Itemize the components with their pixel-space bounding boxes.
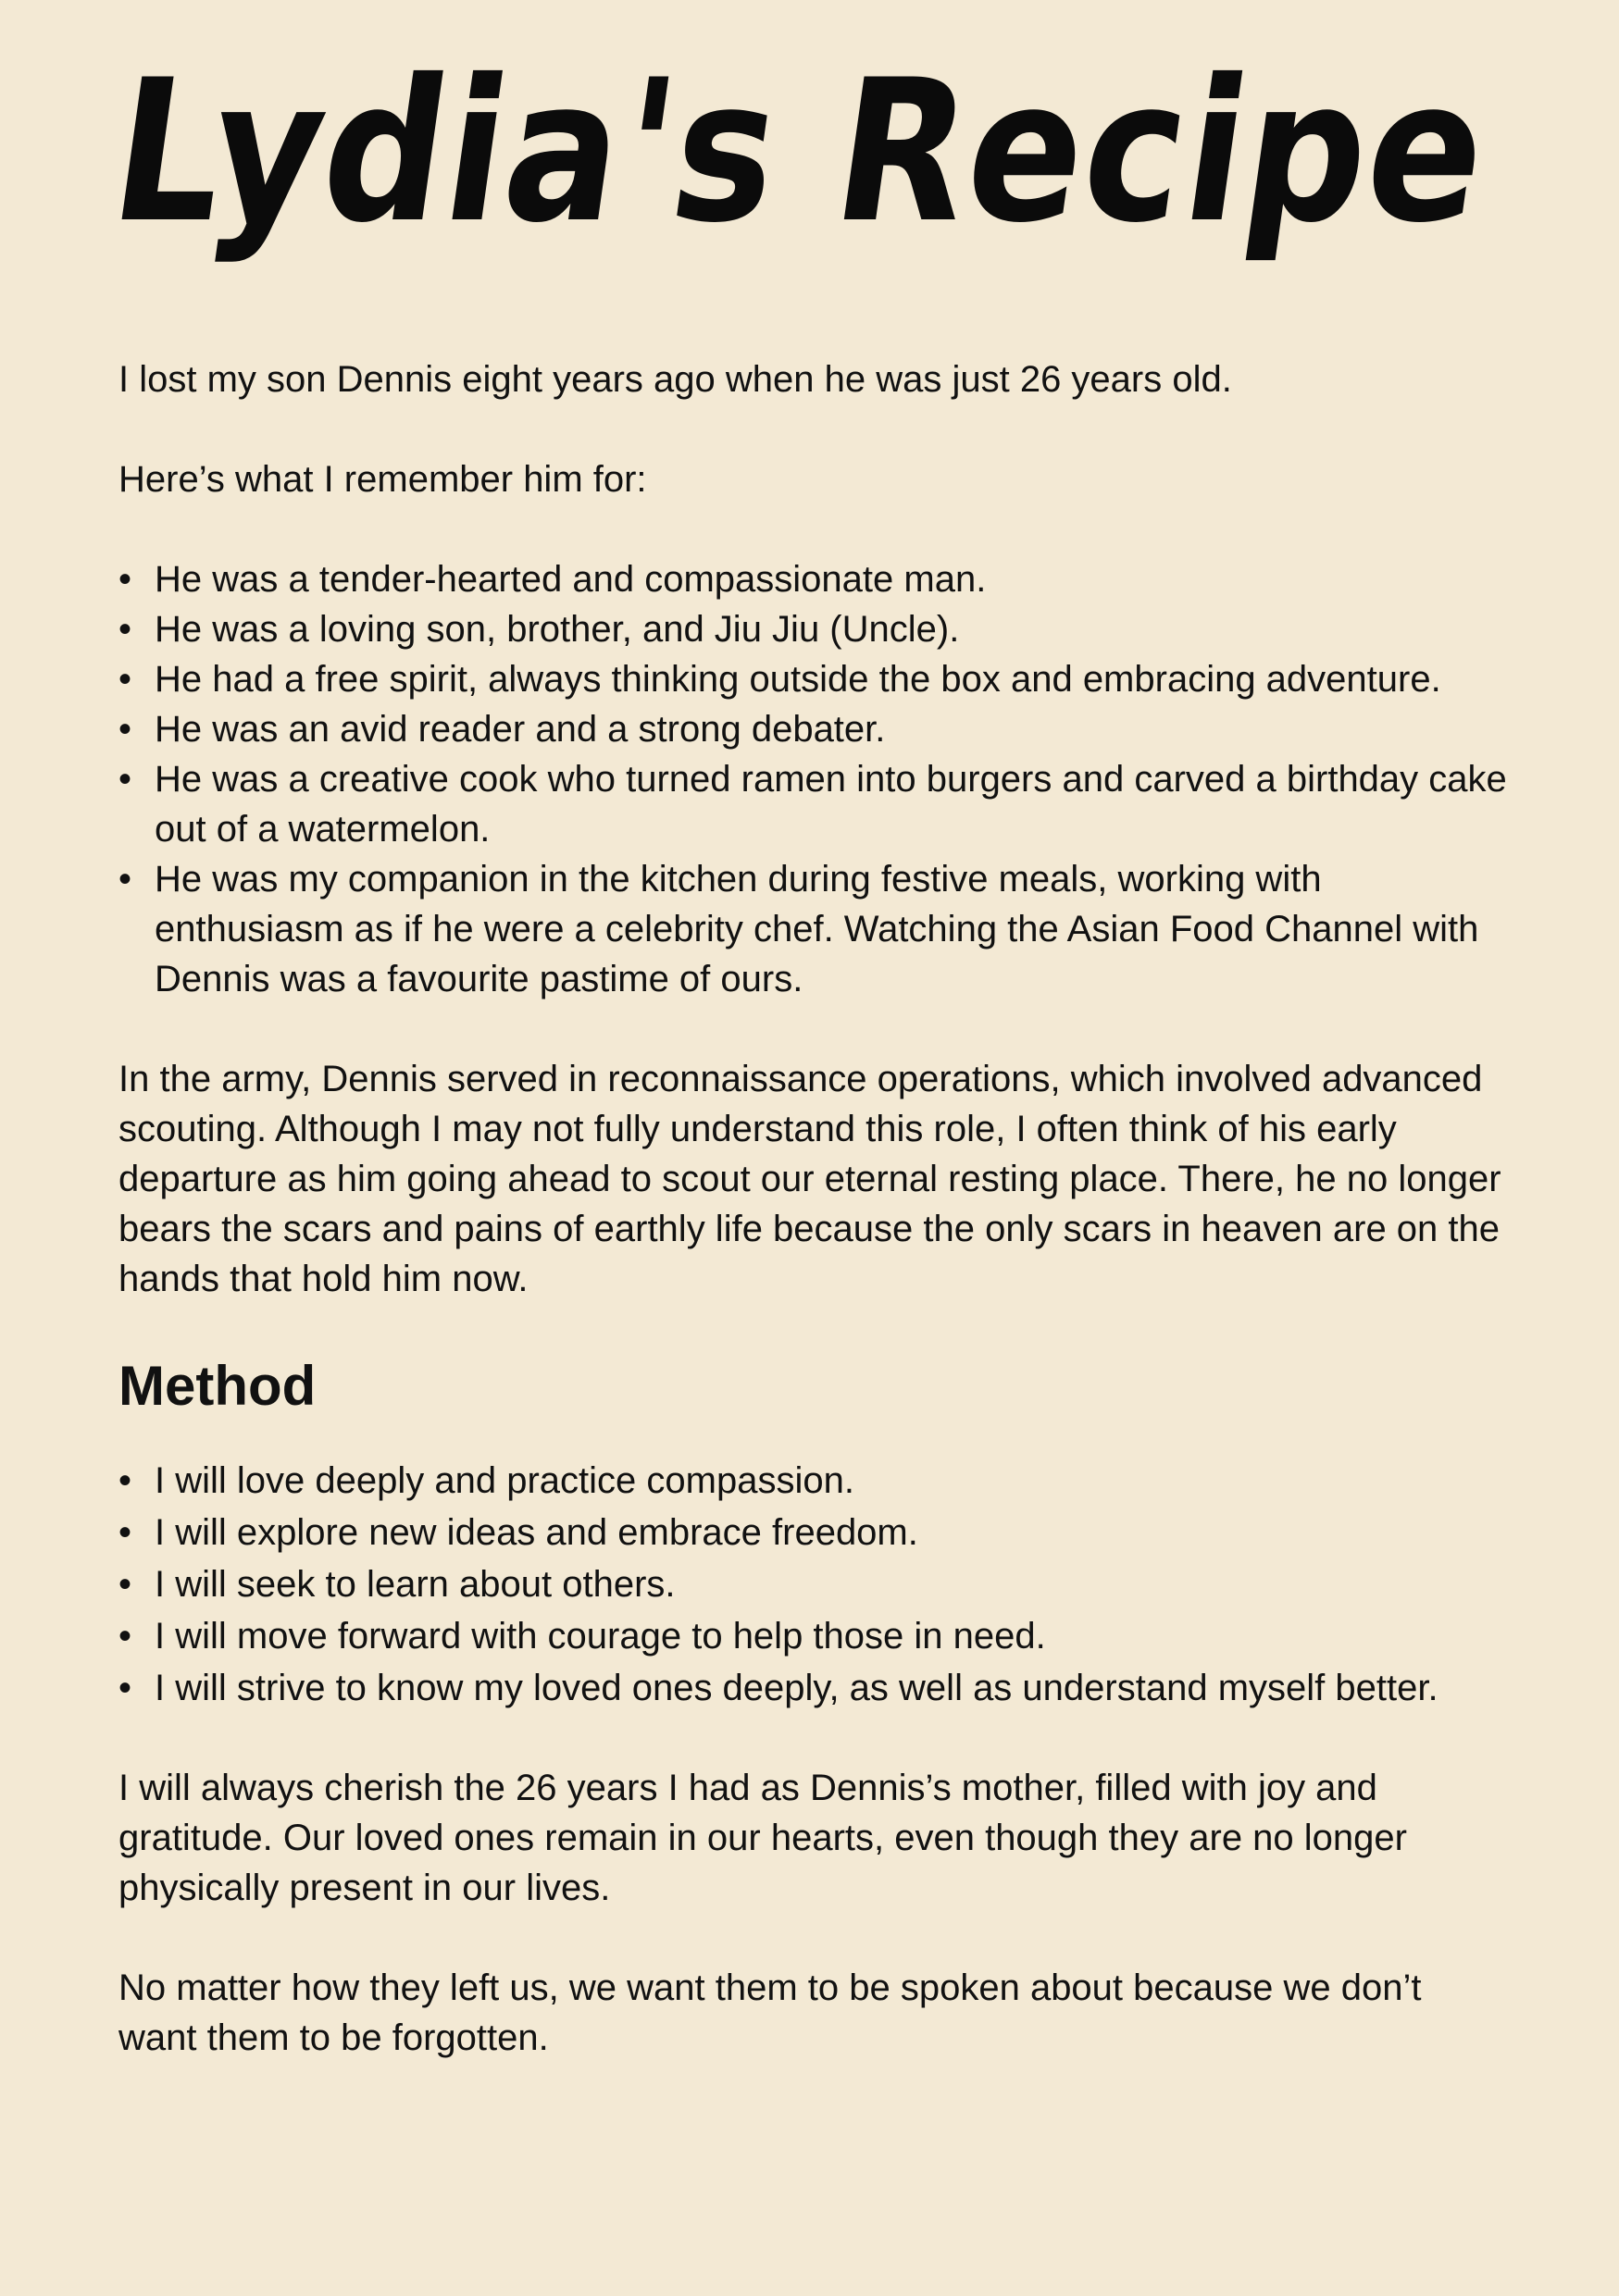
recipe-content	[118, 354, 1507, 2113]
list-item: • He was a creative cook who turned ramen into burgers and carved a birthday cake out of a watermelon.	[118, 754, 1507, 854]
closing-paragraph-cherish: I will always cherish the 26 years I had as Dennis’s mother, filled with joy and gratitude. Our loved ones remain in our hearts, even though they are no longer physically present in our lives.	[118, 1768, 1407, 1908]
list-item: • I will strive to know my loved ones deeply, as well as understand myself better.	[118, 1663, 1507, 1713]
closing-paragraph-remember: No matter how they left us, we want them to be spoken about because we don’t want them to be forgotten.	[118, 1967, 1422, 2058]
list-item: • He was a tender-hearted and compassionate man.	[118, 554, 1507, 604]
intro-paragraph-remember: Here’s what I remember him for:	[118, 459, 647, 500]
army-paragraph: In the army, Dennis served in reconnaissance operations, which involved advanced scouting. Although I may not fully understand this role, I often think of his early departure as him going ahead to scout our eternal resting place. There, he no longer bears the scars and pains of earthly life because the only scars in heaven are on the hands that hold him now.	[118, 1059, 1501, 1299]
list-item: • I will seek to learn about others.	[118, 1559, 1507, 1609]
list-item: • He was my companion in the kitchen during festive meals, working with enthusiasm as if he were a celebrity chef. Watching the Asian Food Channel with Dennis was a favourite pastime of ours.	[118, 854, 1507, 1004]
page-title: Lydia's Recipe	[99, 37, 1501, 266]
list-item: • He was an avid reader and a strong debater.	[118, 704, 1507, 754]
intro-paragraph-loss: I lost my son Dennis eight years ago when he was just 26 years old.	[118, 359, 1232, 400]
memories-list	[118, 554, 1507, 1004]
list-item: • He was a loving son, brother, and Jiu Jiu (Uncle).	[118, 604, 1507, 654]
method-list	[118, 1456, 1507, 1713]
list-item: • He had a free spirit, always thinking outside the box and embracing adventure.	[118, 654, 1507, 704]
list-item: • I will move forward with courage to help those in need.	[118, 1611, 1507, 1661]
list-item: • I will explore new ideas and embrace freedom.	[118, 1508, 1507, 1558]
method-heading: Method	[118, 1355, 317, 1417]
list-item: • I will love deeply and practice compassion.	[118, 1456, 1507, 1506]
